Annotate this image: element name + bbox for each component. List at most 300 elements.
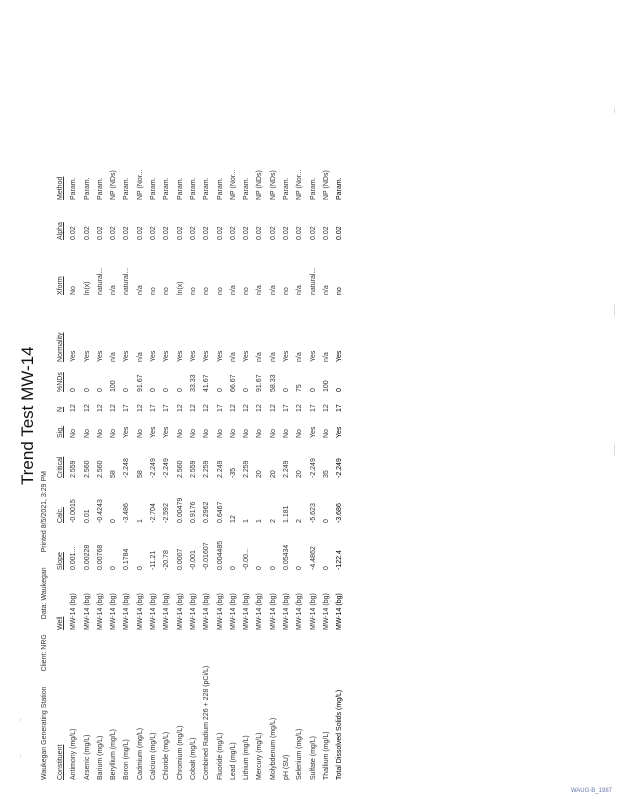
header-n: N bbox=[57, 406, 64, 412]
cell-sig: Yes bbox=[150, 426, 158, 438]
cell-normality: Yes bbox=[70, 350, 78, 362]
scan-mark bbox=[614, 444, 615, 456]
cell-sig: No bbox=[176, 429, 184, 438]
table-row bbox=[280, 152, 293, 780]
cell-method: Param. bbox=[83, 177, 91, 200]
cell-xform: no bbox=[243, 287, 251, 295]
cell-n: 12 bbox=[322, 404, 330, 412]
header-alpha: Alpha bbox=[57, 222, 64, 240]
cell-alpha: 0.02 bbox=[216, 226, 224, 240]
cell-sig: No bbox=[203, 429, 211, 438]
cell-sig: No bbox=[216, 429, 224, 438]
cell-sig: No bbox=[269, 429, 277, 438]
cell-critical: -2.249 bbox=[309, 458, 317, 478]
cell-sig: No bbox=[256, 429, 264, 438]
cell-xform: n/a bbox=[229, 285, 237, 295]
cell-nds: 0 bbox=[163, 388, 171, 392]
cell-sig: Yes bbox=[336, 426, 344, 438]
cell-well: MW-14 (bg) bbox=[256, 593, 264, 630]
cell-method: NP (Nor... bbox=[229, 169, 237, 200]
cell-normality: Yes bbox=[283, 350, 291, 362]
cell-constituent: Calcium (mg/L) bbox=[150, 732, 158, 780]
cell-well: MW-14 (bg) bbox=[150, 593, 158, 630]
cell-constituent: Sulfate (mg/L) bbox=[309, 736, 317, 780]
cell-xform: n/a bbox=[256, 285, 264, 295]
cell-normality: n/a bbox=[269, 352, 277, 362]
cell-slope: -0.00... bbox=[243, 548, 251, 570]
table-row bbox=[333, 152, 346, 780]
cell-sig: No bbox=[110, 429, 118, 438]
cell-nds: 33.33 bbox=[189, 374, 197, 392]
cell-calc: 0 bbox=[322, 519, 330, 523]
cell-xform: no bbox=[336, 287, 344, 295]
cell-n: 17 bbox=[283, 404, 291, 412]
document-stamp: WAUG-B_1987 bbox=[570, 788, 612, 794]
cell-normality: Yes bbox=[189, 350, 197, 362]
cell-n: 12 bbox=[256, 404, 264, 412]
cell-sig: No bbox=[322, 429, 330, 438]
cell-normality: Yes bbox=[243, 350, 251, 362]
cell-well: MW-14 (bg) bbox=[123, 593, 131, 630]
cell-alpha: 0.02 bbox=[123, 226, 131, 240]
cell-sig: No bbox=[283, 429, 291, 438]
cell-calc: 0 bbox=[110, 519, 118, 523]
cell-well: MW-14 (bg) bbox=[96, 593, 104, 630]
cell-constituent: Barium (mg/L) bbox=[96, 735, 104, 780]
cell-xform: n/a bbox=[136, 285, 144, 295]
cell-well: MW-14 (bg) bbox=[70, 593, 78, 630]
table-row bbox=[227, 152, 240, 780]
cell-normality: Yes bbox=[176, 350, 184, 362]
cell-calc: 0.00479 bbox=[176, 497, 184, 523]
header-xform: Xform bbox=[57, 276, 64, 295]
cell-method: Param. bbox=[70, 177, 78, 200]
header-method: Method bbox=[57, 176, 64, 200]
cell-normality: n/a bbox=[110, 352, 118, 362]
cell-nds: 0 bbox=[96, 388, 104, 392]
table-row bbox=[214, 152, 227, 780]
cell-critical: 20 bbox=[256, 470, 264, 478]
company-name: Waukegan Generating Station bbox=[41, 686, 48, 780]
cell-nds: 58.33 bbox=[269, 374, 277, 392]
cell-n: 12 bbox=[70, 404, 78, 412]
cell-slope: -20.78 bbox=[163, 550, 171, 570]
cell-normality: Yes bbox=[83, 350, 91, 362]
cell-n: 17 bbox=[216, 404, 224, 412]
header-constituent: Constituent bbox=[57, 744, 64, 780]
header-sig: Sig. bbox=[57, 425, 64, 438]
cell-calc: -0.0015 bbox=[70, 499, 78, 523]
cell-critical: 20 bbox=[269, 470, 277, 478]
cell-method: Param. bbox=[176, 177, 184, 200]
cell-slope: 0.1784 bbox=[123, 548, 131, 570]
cell-method: Param. bbox=[150, 177, 158, 200]
cell-n: 17 bbox=[336, 404, 344, 412]
cell-slope: 0.05434 bbox=[283, 544, 291, 570]
cell-well: MW-14 (bg) bbox=[176, 593, 184, 630]
cell-constituent: Thallium (mg/L) bbox=[322, 731, 330, 780]
table-row bbox=[67, 152, 80, 780]
cell-critical: 2.249 bbox=[216, 460, 224, 478]
cell-normality: Yes bbox=[309, 350, 317, 362]
cell-xform: no bbox=[283, 287, 291, 295]
table-row bbox=[147, 152, 160, 780]
cell-method: Param. bbox=[243, 177, 251, 200]
cell-n: 17 bbox=[150, 404, 158, 412]
cell-normality: Yes bbox=[203, 350, 211, 362]
cell-normality: Yes bbox=[123, 350, 131, 362]
cell-n: 17 bbox=[123, 404, 131, 412]
cell-slope: -0.001 bbox=[189, 550, 197, 570]
cell-constituent: Lithium (mg/L) bbox=[243, 735, 251, 780]
cell-alpha: 0.02 bbox=[336, 226, 344, 240]
cell-nds: 0 bbox=[123, 388, 131, 392]
cell-constituent: Fluoride (mg/L) bbox=[216, 732, 224, 780]
cell-constituent: Boron (mg/L) bbox=[123, 739, 131, 780]
cell-well: MW-14 (bg) bbox=[163, 593, 171, 630]
cell-constituent: Beryllium (mg/L) bbox=[110, 729, 118, 780]
cell-slope: 0.00228 bbox=[83, 544, 91, 570]
cell-xform: natural... bbox=[123, 267, 131, 295]
cell-constituent: Antimony (mg/L) bbox=[70, 728, 78, 780]
header-slope: Slope bbox=[57, 552, 64, 570]
cell-method: Param. bbox=[283, 177, 291, 200]
cell-constituent: Selenium (mg/L) bbox=[296, 728, 304, 780]
cell-xform: n/a bbox=[110, 285, 118, 295]
cell-calc: -0.4243 bbox=[96, 499, 104, 523]
cell-alpha: 0.02 bbox=[70, 226, 78, 240]
table-row bbox=[174, 152, 187, 780]
table-row bbox=[293, 152, 306, 780]
cell-sig: No bbox=[243, 429, 251, 438]
cell-sig: No bbox=[229, 429, 237, 438]
cell-well: MW-14 (bg) bbox=[309, 593, 317, 630]
cell-method: Param. bbox=[96, 177, 104, 200]
cell-well: MW-14 (bg) bbox=[136, 593, 144, 630]
cell-calc: -3.686 bbox=[336, 503, 344, 523]
cell-alpha: 0.02 bbox=[256, 226, 264, 240]
cell-xform: ln(x) bbox=[176, 281, 184, 295]
cell-xform: no bbox=[203, 287, 211, 295]
cell-alpha: 0.02 bbox=[243, 226, 251, 240]
cell-sig: No bbox=[189, 429, 197, 438]
cell-calc: -5.623 bbox=[309, 503, 317, 523]
cell-xform: natural... bbox=[309, 267, 317, 295]
table-row bbox=[253, 152, 266, 780]
cell-critical: -2.249 bbox=[336, 458, 344, 478]
cell-slope: 0 bbox=[229, 566, 237, 570]
cell-n: 17 bbox=[309, 404, 317, 412]
trend-table bbox=[54, 152, 347, 780]
cell-critical: -2.249 bbox=[150, 458, 158, 478]
cell-method: NP (NDs) bbox=[322, 170, 330, 200]
cell-slope: 0 bbox=[110, 566, 118, 570]
cell-calc: -2.704 bbox=[150, 503, 158, 523]
printed-date: Printed 8/5/2021, 3:29 PM bbox=[41, 471, 48, 553]
header-normality: Normality bbox=[57, 332, 64, 362]
table-header-row bbox=[54, 152, 67, 780]
cell-slope: 0 bbox=[269, 566, 277, 570]
cell-alpha: 0.02 bbox=[176, 226, 184, 240]
cell-well: MW-14 (bg) bbox=[83, 593, 91, 630]
scan-mark bbox=[20, 718, 21, 721]
cell-method: NP (Nor... bbox=[136, 169, 144, 200]
header-critical: Critical bbox=[57, 456, 64, 478]
cell-nds: 0 bbox=[70, 388, 78, 392]
cell-well: MW-14 (bg) bbox=[203, 593, 211, 630]
cell-n: 12 bbox=[229, 404, 237, 412]
cell-method: Param. bbox=[189, 177, 197, 200]
cell-normality: n/a bbox=[322, 352, 330, 362]
scan-mark bbox=[614, 304, 615, 316]
cell-constituent: Total Dissolved Solids (mg/L) bbox=[336, 689, 344, 780]
header-calc: Calc. bbox=[57, 507, 64, 523]
cell-normality: n/a bbox=[256, 352, 264, 362]
scan-mark bbox=[20, 755, 21, 758]
header-well: Well bbox=[57, 616, 64, 630]
cell-alpha: 0.02 bbox=[296, 226, 304, 240]
cell-alpha: 0.02 bbox=[309, 226, 317, 240]
cell-well: MW-14 (bg) bbox=[216, 593, 224, 630]
cell-well: MW-14 (bg) bbox=[322, 593, 330, 630]
cell-method: Param. bbox=[336, 177, 344, 200]
cell-calc: 2 bbox=[269, 519, 277, 523]
cell-calc: 0.6467 bbox=[216, 501, 224, 523]
cell-slope: -122.4 bbox=[336, 550, 344, 570]
cell-alpha: 0.02 bbox=[110, 226, 118, 240]
cell-alpha: 0.02 bbox=[83, 226, 91, 240]
cell-alpha: 0.02 bbox=[136, 226, 144, 240]
cell-critical: 2.560 bbox=[83, 460, 91, 478]
cell-n: 12 bbox=[110, 404, 118, 412]
cell-method: NP (NDs) bbox=[110, 170, 118, 200]
cell-normality: n/a bbox=[136, 352, 144, 362]
cell-constituent: Cobalt (mg/L) bbox=[189, 737, 197, 780]
cell-calc: 12 bbox=[229, 515, 237, 523]
cell-n: 12 bbox=[176, 404, 184, 412]
cell-nds: 0 bbox=[150, 388, 158, 392]
cell-xform: natural... bbox=[96, 267, 104, 295]
cell-calc: -2.592 bbox=[163, 503, 171, 523]
client-name: Client: NRG bbox=[41, 634, 48, 672]
cell-normality: n/a bbox=[296, 352, 304, 362]
cell-xform: ln(x) bbox=[83, 281, 91, 295]
cell-alpha: 0.02 bbox=[322, 226, 330, 240]
cell-slope: -4.4862 bbox=[309, 546, 317, 570]
cell-nds: 100 bbox=[110, 380, 118, 392]
scan-mark bbox=[330, 600, 331, 602]
table-row bbox=[307, 152, 320, 780]
cell-slope: 0.001... bbox=[70, 546, 78, 570]
cell-critical: -2.249 bbox=[163, 458, 171, 478]
cell-slope: -0.01607 bbox=[203, 542, 211, 570]
cell-nds: 91.67 bbox=[256, 374, 264, 392]
cell-alpha: 0.02 bbox=[163, 226, 171, 240]
cell-nds: 41.67 bbox=[203, 374, 211, 392]
cell-xform: n/a bbox=[269, 285, 277, 295]
cell-n: 12 bbox=[296, 404, 304, 412]
cell-alpha: 0.02 bbox=[150, 226, 158, 240]
cell-slope: 0.0007 bbox=[176, 548, 184, 570]
cell-calc: 1.181 bbox=[283, 505, 291, 523]
cell-method: Param. bbox=[203, 177, 211, 200]
cell-n: 17 bbox=[163, 404, 171, 412]
cell-calc: 0.01 bbox=[83, 509, 91, 523]
cell-constituent: pH (SU) bbox=[283, 754, 291, 780]
cell-xform: No bbox=[70, 286, 78, 295]
cell-slope: 0 bbox=[136, 566, 144, 570]
table-body bbox=[67, 152, 346, 780]
cell-well: MW-14 (bg) bbox=[229, 593, 237, 630]
report-subtitle bbox=[41, 458, 48, 780]
table-row bbox=[200, 152, 213, 780]
cell-sig: No bbox=[296, 429, 304, 438]
table-row bbox=[187, 152, 200, 780]
table-row bbox=[160, 152, 173, 780]
cell-well: MW-14 (bg) bbox=[189, 593, 197, 630]
table-row bbox=[81, 152, 94, 780]
cell-well: MW-14 (bg) bbox=[269, 593, 277, 630]
cell-xform: no bbox=[216, 287, 224, 295]
cell-sig: No bbox=[83, 429, 91, 438]
cell-critical: 58 bbox=[110, 470, 118, 478]
cell-well: MW-14 (bg) bbox=[336, 593, 344, 630]
cell-xform: no bbox=[150, 287, 158, 295]
cell-critical: 2.559 bbox=[189, 460, 197, 478]
cell-normality: Yes bbox=[216, 350, 224, 362]
cell-method: NP (Nor... bbox=[296, 169, 304, 200]
cell-n: 12 bbox=[83, 404, 91, 412]
cell-method: Param. bbox=[216, 177, 224, 200]
cell-well: MW-14 (bg) bbox=[110, 593, 118, 630]
cell-sig: Yes bbox=[163, 426, 171, 438]
cell-constituent: Chromium (mg/L) bbox=[176, 725, 184, 780]
cell-nds: 91.67 bbox=[136, 374, 144, 392]
cell-well: MW-14 (bg) bbox=[283, 593, 291, 630]
cell-xform: n/a bbox=[296, 285, 304, 295]
cell-normality: Yes bbox=[96, 350, 104, 362]
cell-nds: 0 bbox=[216, 388, 224, 392]
cell-n: 12 bbox=[269, 404, 277, 412]
cell-n: 12 bbox=[243, 404, 251, 412]
table-row bbox=[267, 152, 280, 780]
cell-n: 12 bbox=[189, 404, 197, 412]
scan-mark bbox=[614, 108, 615, 113]
cell-nds: 0 bbox=[309, 388, 317, 392]
cell-n: 12 bbox=[96, 404, 104, 412]
cell-normality: n/a bbox=[229, 352, 237, 362]
table-row bbox=[134, 152, 147, 780]
cell-normality: Yes bbox=[150, 350, 158, 362]
cell-nds: 0 bbox=[336, 388, 344, 392]
cell-normality: Yes bbox=[163, 350, 171, 362]
cell-constituent: Cadmium (mg/L) bbox=[136, 727, 144, 780]
cell-method: Param. bbox=[163, 177, 171, 200]
cell-method: NP (NDs) bbox=[256, 170, 264, 200]
cell-critical: 2.560 bbox=[96, 460, 104, 478]
table-row bbox=[320, 152, 333, 780]
cell-xform: no bbox=[189, 287, 197, 295]
table-row bbox=[94, 152, 107, 780]
table-row bbox=[240, 152, 253, 780]
cell-calc: 1 bbox=[256, 519, 264, 523]
page-title: Trend Test MW-14 bbox=[18, 346, 37, 485]
cell-method: Param. bbox=[123, 177, 131, 200]
cell-slope: 0.004485 bbox=[216, 540, 224, 570]
cell-slope: 0 bbox=[256, 566, 264, 570]
cell-method: Param. bbox=[309, 177, 317, 200]
cell-calc: 1 bbox=[136, 519, 144, 523]
cell-critical: 20 bbox=[296, 470, 304, 478]
cell-n: 12 bbox=[136, 404, 144, 412]
cell-well: MW-14 (bg) bbox=[243, 593, 251, 630]
cell-sig: Yes bbox=[309, 426, 317, 438]
cell-critical: -35 bbox=[229, 467, 237, 478]
cell-constituent: Chloride (mg/L) bbox=[163, 731, 171, 780]
cell-constituent: Mercury (mg/L) bbox=[256, 732, 264, 780]
table-row bbox=[120, 152, 133, 780]
cell-slope: -11.21 bbox=[150, 550, 158, 570]
cell-alpha: 0.02 bbox=[203, 226, 211, 240]
cell-critical: 2.560 bbox=[176, 460, 184, 478]
cell-critical: 2.249 bbox=[283, 460, 291, 478]
cell-calc: 1 bbox=[243, 519, 251, 523]
cell-xform: no bbox=[163, 287, 171, 295]
cell-critical: 35 bbox=[322, 470, 330, 478]
cell-nds: 0 bbox=[243, 388, 251, 392]
cell-xform: n/a bbox=[322, 285, 330, 295]
cell-constituent: Lead (mg/L) bbox=[229, 742, 237, 780]
table-row bbox=[107, 152, 120, 780]
cell-constituent: Molybdenum (mg/L) bbox=[269, 717, 277, 780]
cell-critical: -2.248 bbox=[123, 458, 131, 478]
cell-critical: 58 bbox=[136, 470, 144, 478]
cell-sig: No bbox=[96, 429, 104, 438]
cell-calc: -3.486 bbox=[123, 503, 131, 523]
cell-well: MW-14 (bg) bbox=[296, 593, 304, 630]
cell-slope: 0 bbox=[296, 566, 304, 570]
cell-alpha: 0.02 bbox=[229, 226, 237, 240]
cell-nds: 66.67 bbox=[229, 374, 237, 392]
cell-alpha: 0.02 bbox=[189, 226, 197, 240]
cell-sig: No bbox=[70, 429, 78, 438]
cell-normality: Yes bbox=[336, 350, 344, 362]
cell-critical: 2.559 bbox=[70, 460, 78, 478]
cell-alpha: 0.02 bbox=[283, 226, 291, 240]
data-source: Data: Waukegan bbox=[41, 567, 48, 620]
cell-critical: 2.259 bbox=[203, 460, 211, 478]
cell-slope: 0 bbox=[322, 566, 330, 570]
cell-alpha: 0.02 bbox=[96, 226, 104, 240]
cell-n: 12 bbox=[203, 404, 211, 412]
cell-constituent: Combined Radium 226 + 228 (pCi/L) bbox=[203, 665, 211, 780]
cell-nds: 0 bbox=[83, 388, 91, 392]
cell-method: NP (NDs) bbox=[269, 170, 277, 200]
header-nds: %NDs bbox=[57, 372, 64, 392]
cell-nds: 0 bbox=[283, 388, 291, 392]
cell-slope: 0.00768 bbox=[96, 544, 104, 570]
cell-nds: 100 bbox=[322, 380, 330, 392]
cell-nds: 75 bbox=[296, 384, 304, 392]
cell-sig: No bbox=[136, 429, 144, 438]
cell-critical: 2.259 bbox=[243, 460, 251, 478]
cell-nds: 0 bbox=[176, 388, 184, 392]
cell-constituent: Arsenic (mg/L) bbox=[83, 734, 91, 780]
cell-calc: 0.9176 bbox=[189, 501, 197, 523]
rotated-page bbox=[8, 20, 568, 780]
cell-alpha: 0.02 bbox=[269, 226, 277, 240]
cell-calc: 0.2962 bbox=[203, 501, 211, 523]
